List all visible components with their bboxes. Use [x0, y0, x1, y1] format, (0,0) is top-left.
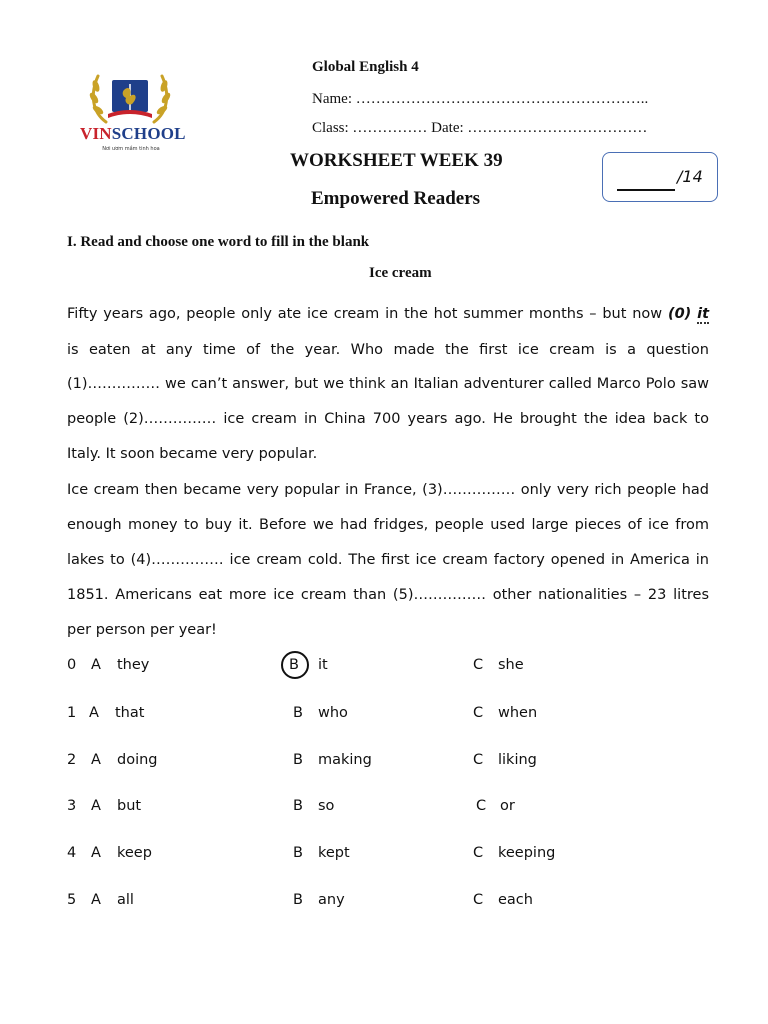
passage-line-6: Ice cream then became very popular in France, (3)…………… only very rich people had	[67, 482, 709, 498]
passage-line-9: 1851. Americans eat more ice cream than (5)…………… other nationalities – 23 litres	[67, 587, 709, 603]
option-c-letter: C	[473, 752, 484, 768]
worksheet-title: WORKSHEET WEEK 39	[290, 150, 503, 171]
option-a-text[interactable]: all	[117, 892, 134, 908]
logo-brand-vin: VIN	[80, 124, 112, 143]
option-b-text[interactable]: any	[318, 892, 345, 908]
option-b-letter: B	[289, 657, 299, 673]
option-c-text[interactable]: when	[498, 705, 538, 721]
passage-line-1	[67, 304, 709, 324]
option-a-letter: A	[91, 752, 101, 768]
option-b-letter: B	[293, 798, 303, 814]
option-a-letter: A	[91, 892, 101, 908]
logo-brand-school: SCHOOL	[111, 124, 186, 143]
option-b-letter: B	[293, 752, 303, 768]
option-a-text[interactable]: they	[117, 657, 150, 673]
score-blank-line	[617, 189, 675, 191]
option-b-text[interactable]: it	[318, 657, 328, 673]
option-c-letter: C	[473, 657, 484, 673]
option-a-letter: A	[91, 798, 101, 814]
section-heading: I. Read and choose one word to fill in the blank	[67, 234, 370, 250]
option-a-letter: A	[91, 657, 101, 673]
option-c-text[interactable]: liking	[498, 752, 537, 768]
option-a-text[interactable]: keep	[117, 845, 152, 861]
option-a-text[interactable]: but	[117, 798, 142, 814]
option-c-letter: C	[473, 705, 484, 721]
option-b-text[interactable]: who	[318, 705, 348, 721]
school-logo	[80, 66, 186, 156]
worksheet-subtitle: Empowered Readers	[311, 188, 481, 209]
passage-line-4: people (2)…………… ice cream in China 700 years ago. He brought the idea back to	[67, 411, 709, 427]
option-a-text[interactable]: doing	[117, 752, 158, 768]
score-box	[602, 152, 718, 202]
score-total: /14	[677, 167, 703, 186]
option-b-letter: B	[293, 705, 303, 721]
option-c-text[interactable]: keeping	[498, 845, 556, 861]
option-c-letter: C	[473, 845, 484, 861]
example-answer: it	[697, 306, 710, 322]
option-c-text[interactable]: or	[500, 798, 515, 814]
option-a-text[interactable]: that	[115, 705, 145, 721]
option-b-text[interactable]: making	[318, 752, 372, 768]
class-date-field-line: Class: …………… Date: ………………………………	[312, 120, 648, 136]
option-number: 4	[67, 845, 77, 861]
book-laurel-logo-icon	[86, 66, 174, 126]
course-title: Global English 4	[312, 59, 419, 75]
option-number: 2	[67, 752, 77, 768]
option-number: 1	[67, 705, 77, 721]
option-c-text[interactable]: each	[498, 892, 533, 908]
option-number: 0	[67, 657, 77, 673]
option-b-text[interactable]: so	[318, 798, 335, 814]
passage-title: Ice cream	[369, 265, 432, 281]
passage-line-7: enough money to buy it. Before we had fridges, people used large pieces of ice from	[67, 517, 709, 533]
option-c-letter: C	[476, 798, 487, 814]
name-field-line: Name: …………………………………………………..	[312, 91, 649, 107]
example-marker: (0)	[667, 306, 692, 322]
passage-line-2: is eaten at any time of the year. Who made the first ice cream is a question	[67, 342, 709, 358]
option-c-letter: C	[473, 892, 484, 908]
passage-line-10: per person per year!	[67, 622, 217, 638]
passage-line-5: Italy. It soon became very popular.	[67, 446, 318, 462]
option-number: 5	[67, 892, 77, 908]
option-b-text[interactable]: kept	[318, 845, 350, 861]
passage-line-1-text: Fifty years ago, people only ate ice cream in the hot summer months – but now	[67, 306, 663, 322]
option-a-letter: A	[89, 705, 99, 721]
option-b-letter: B	[293, 845, 303, 861]
option-a-letter: A	[91, 845, 101, 861]
option-b-letter: B	[293, 892, 303, 908]
option-c-text[interactable]: she	[498, 657, 524, 673]
passage-line-8: lakes to (4)…………… ice cream cold. The first ice cream factory opened in America in	[67, 552, 709, 568]
passage-line-3: (1)…………… we can’t answer, but we think an Italian adventurer called Marco Polo saw	[67, 376, 709, 392]
logo-tagline: Nơi ươm mầm tinh hoa	[102, 146, 160, 152]
option-number: 3	[67, 798, 77, 814]
